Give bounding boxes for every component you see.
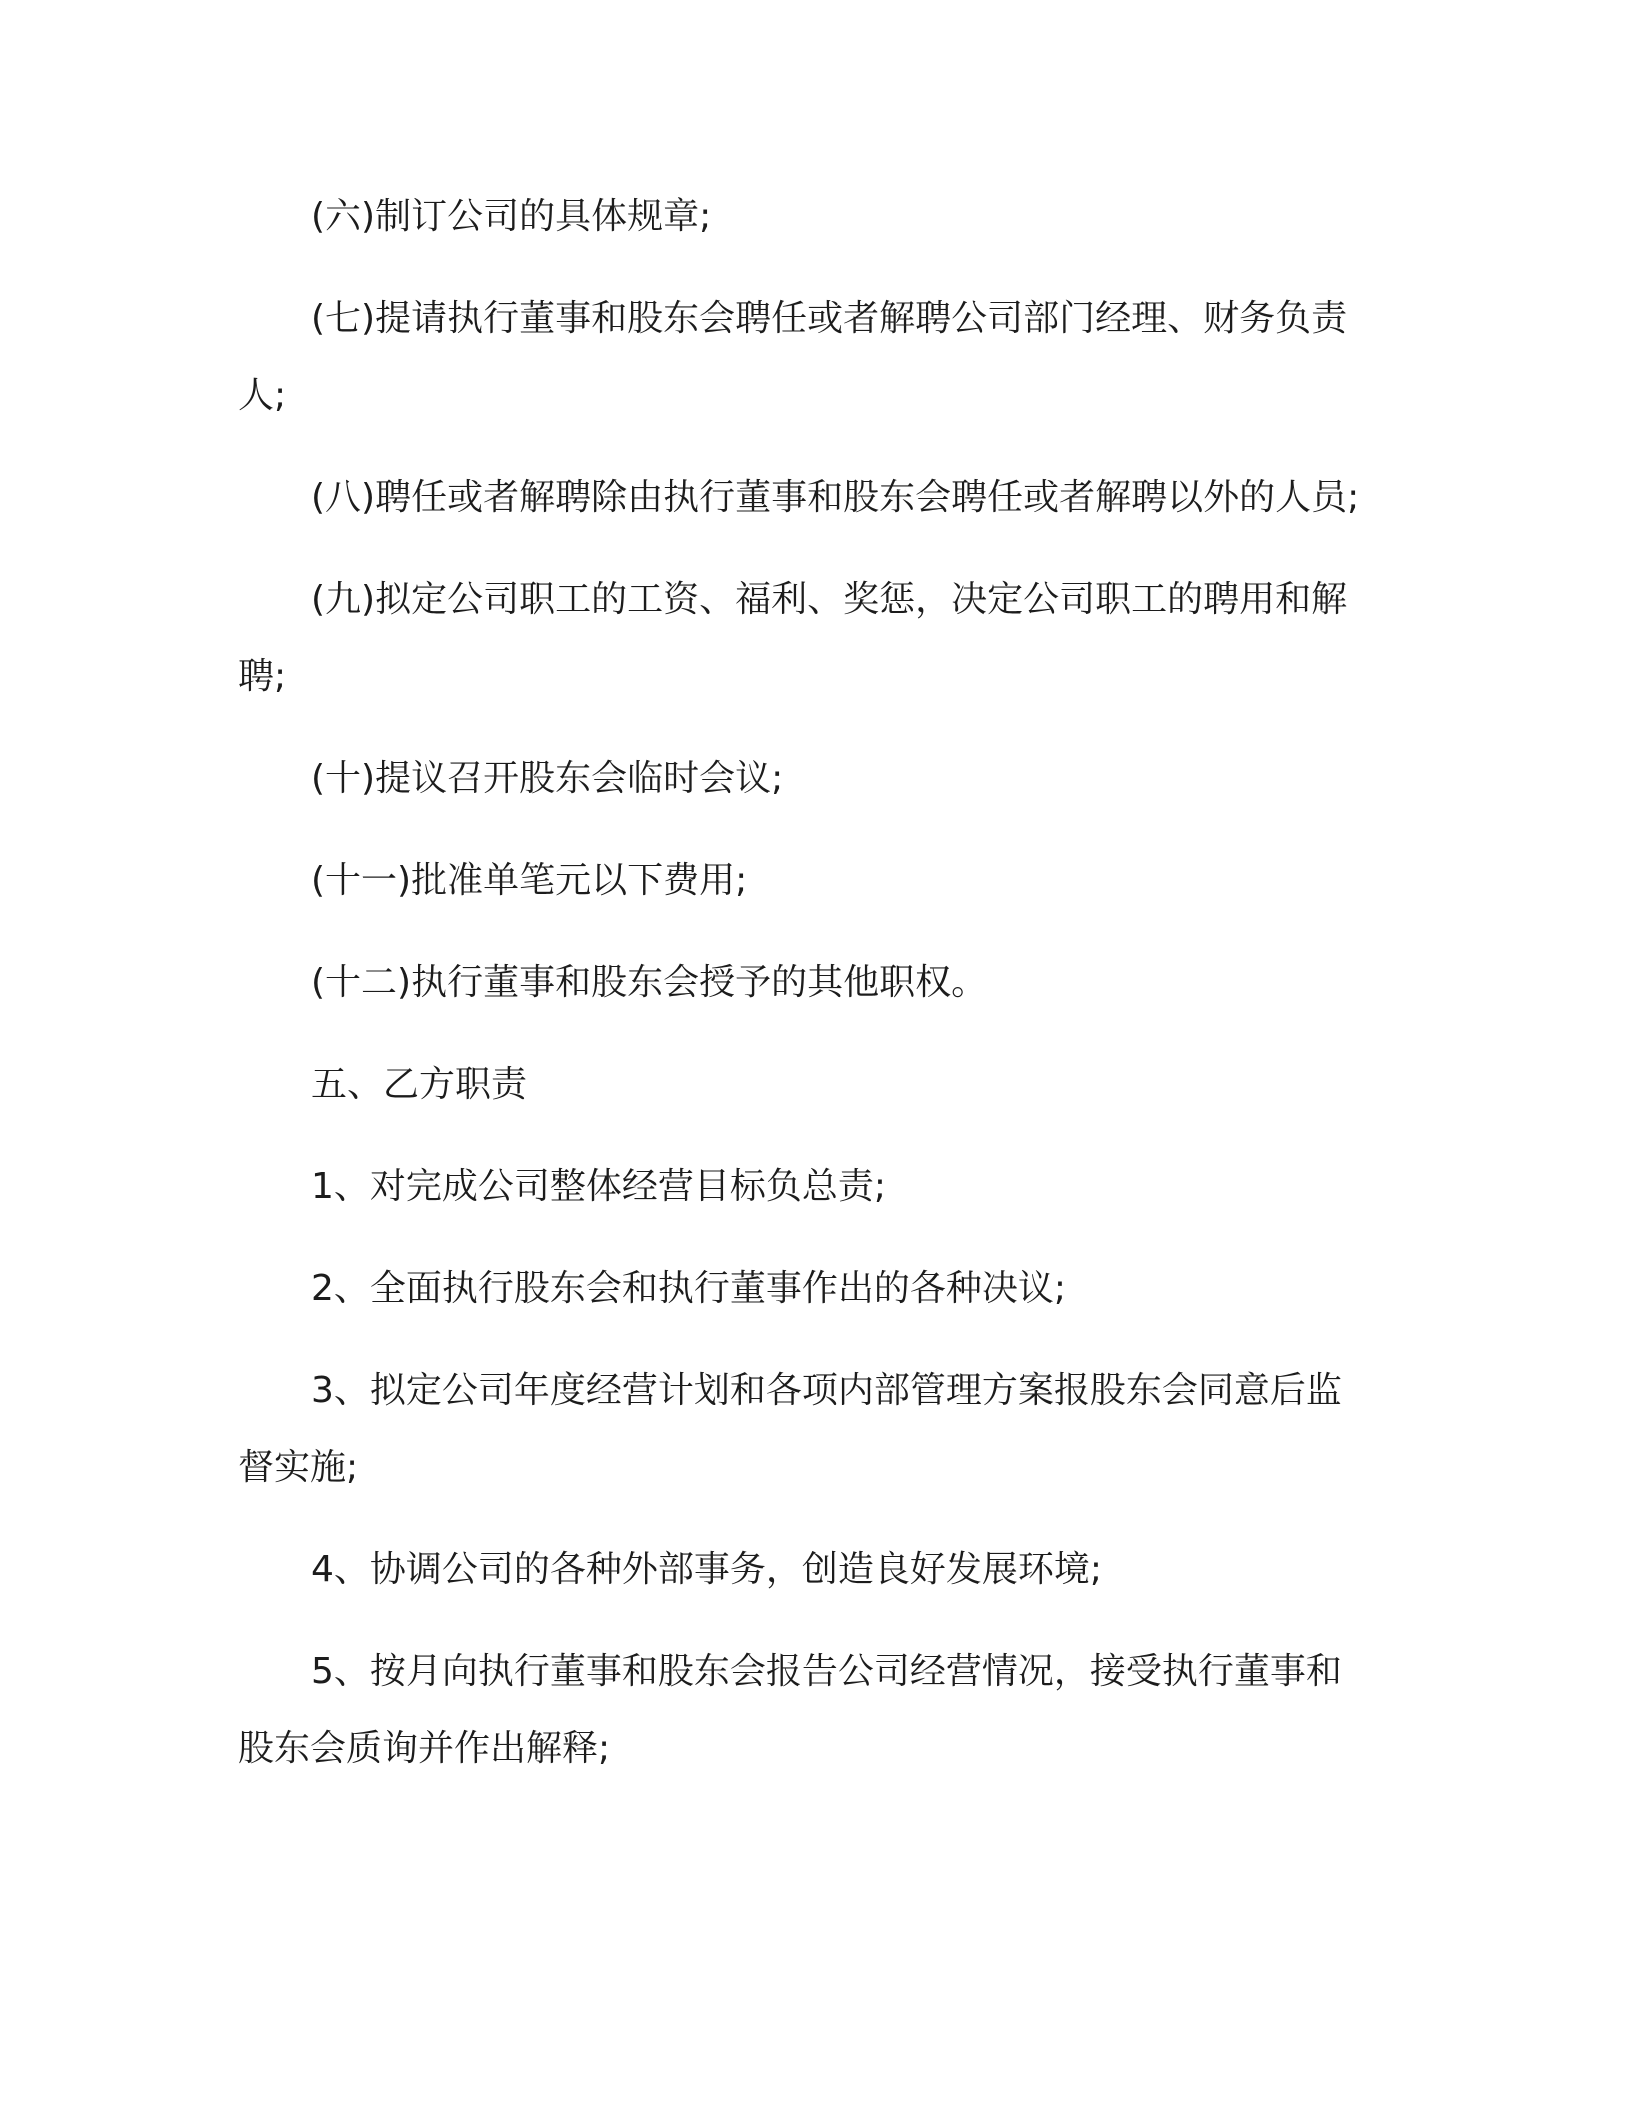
text-line: (八)聘任或者解聘除由执行董事和股东会聘任或者解聘以外的人员; (311, 477, 1360, 518)
text-line: (九)拟定公司职工的工资、福利、奖惩，决定公司职工的聘用和解 (311, 579, 1348, 620)
heading-text: 五、乙方职责 (311, 1064, 528, 1105)
clause-6 (238, 178, 1632, 255)
duty-item-2 (238, 1250, 1632, 1327)
text-line: 1、对完成公司整体经营目标负总责; (311, 1166, 887, 1207)
clause-10 (238, 740, 1632, 817)
clause-9 (238, 561, 1632, 715)
text-line: (七)提请执行董事和股东会聘任或者解聘公司部门经理、财务负责 (311, 298, 1348, 339)
clause-11 (238, 842, 1632, 919)
text-line: 2、全面执行股东会和执行董事作出的各种决议; (311, 1268, 1067, 1309)
section-heading (238, 1046, 1632, 1123)
text-line: 人; (238, 375, 287, 416)
clause-12 (238, 944, 1632, 1021)
clause-8 (238, 459, 1632, 536)
text-line: (六)制订公司的具体规章; (311, 196, 712, 237)
text-line: 股东会质询并作出解释; (238, 1728, 611, 1769)
text-line: (十一)批准单笔元以下费用; (311, 860, 748, 901)
text-line: (十二)执行董事和股东会授予的其他职权。 (311, 962, 988, 1003)
text-line: (十)提议召开股东会临时会议; (311, 758, 784, 799)
text-line: 4、协调公司的各种外部事务，创造良好发展环境; (311, 1549, 1103, 1590)
text-line: 3、拟定公司年度经营计划和各项内部管理方案报股东会同意后监 (311, 1370, 1342, 1411)
duty-item-3 (238, 1352, 1632, 1506)
text-line: 5、按月向执行董事和股东会报告公司经营情况，接受执行董事和 (311, 1651, 1342, 1692)
clause-7 (238, 280, 1632, 434)
duty-item-1 (238, 1148, 1632, 1225)
text-line: 督实施; (238, 1447, 359, 1488)
text-line: 聘; (238, 656, 287, 697)
duty-item-5 (238, 1633, 1632, 1787)
duty-item-4 (238, 1531, 1632, 1608)
